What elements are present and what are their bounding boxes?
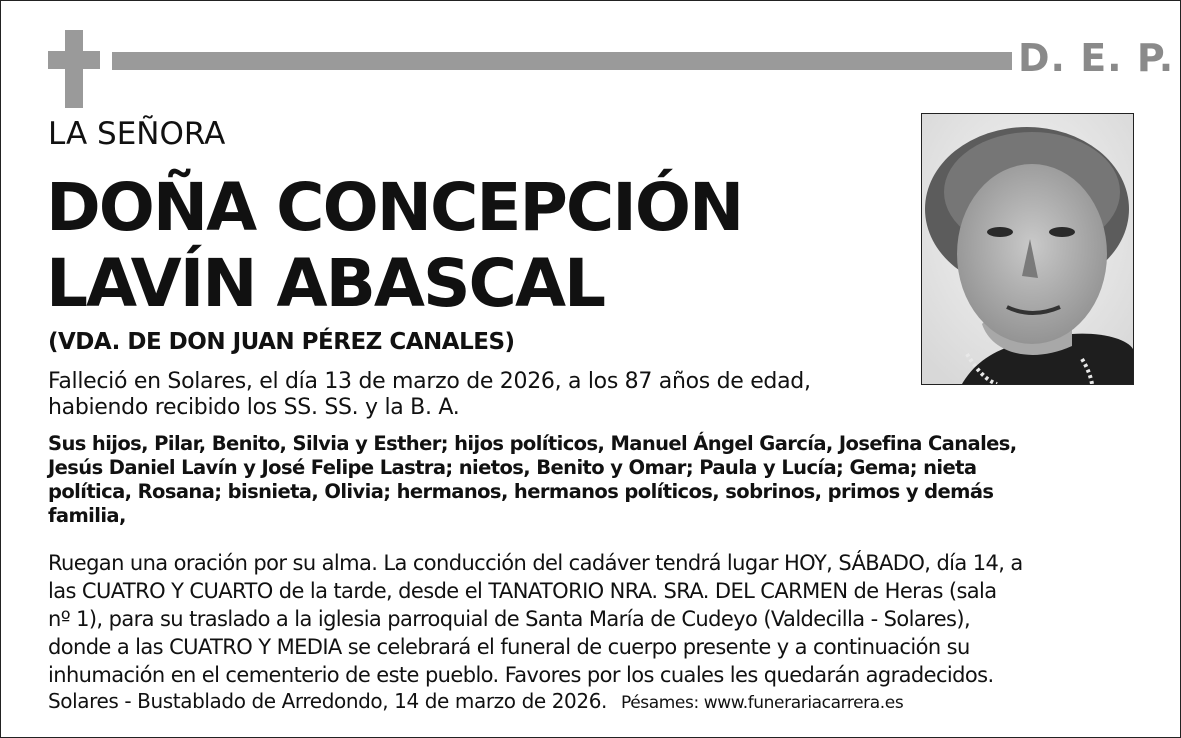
family-line: familia,: [48, 504, 126, 527]
funeral-line: Ruegan una oración por su alma. La conducción del cadáver tendrá lugar HOY, SÁBADO, día 14, a: [48, 551, 1023, 575]
funeral-line: donde a las CUATRO Y MEDIA se celebrará el funeral de cuerpo presente y a continuación su: [48, 635, 970, 659]
funeral-line: inhumación en el cementerio de este pueblo. Favores por los cuales les quedarán agradecidos.: [48, 663, 994, 687]
death-notice: [48, 369, 878, 421]
family-line: política, Rosana; bisnieta, Olivia; hermanos, hermanos políticos, sobrinos, primos y demás: [48, 480, 994, 503]
death-notice-line: habiendo recibido los SS. SS. y la B. A.: [48, 395, 460, 420]
funeral-line: las CUATRO Y CUARTO de la tarde, desde el TANATORIO NRA. SRA. DEL CARMEN de Heras (sala: [48, 579, 997, 603]
funeral-details: [48, 549, 1158, 689]
portrait-photo: [921, 113, 1134, 385]
deceased-name-line1: DOÑA CONCEPCIÓN: [46, 169, 743, 246]
death-notice-line: Falleció en Solares, el día 13 de marzo de 2026, a los 87 años de edad,: [48, 369, 811, 394]
family-list: [48, 432, 1148, 528]
widow-of: (VDA. DE DON JUAN PÉREZ CANALES): [48, 329, 515, 355]
deceased-name-line2: LAVÍN ABASCAL: [46, 245, 605, 322]
header-rule: [112, 52, 1012, 70]
footer-place-date: Solares - Bustablado de Arredondo, 14 de marzo de 2026.: [48, 689, 607, 713]
cross-icon: [48, 30, 100, 108]
portrait-image: [922, 114, 1133, 384]
funeral-line: nº 1), para su traslado a la iglesia parroquial de Santa María de Cudeyo (Valdecilla - Solares),: [48, 607, 971, 631]
title-prefix: LA SEÑORA: [48, 116, 226, 152]
dep-label: D. E. P.: [1018, 36, 1175, 80]
footer: [48, 689, 903, 713]
footer-condolences: Pésames: www.funerariacarrera.es: [620, 693, 904, 713]
family-line: Jesús Daniel Lavín y José Felipe Lastra; nietos, Benito y Omar; Paula y Lucía; Gema; nieta: [48, 456, 977, 479]
deceased-name: [46, 170, 742, 322]
family-line: Sus hijos, Pilar, Benito, Silvia y Esther; hijos políticos, Manuel Ángel García, Josefina Canales,: [48, 432, 1017, 455]
